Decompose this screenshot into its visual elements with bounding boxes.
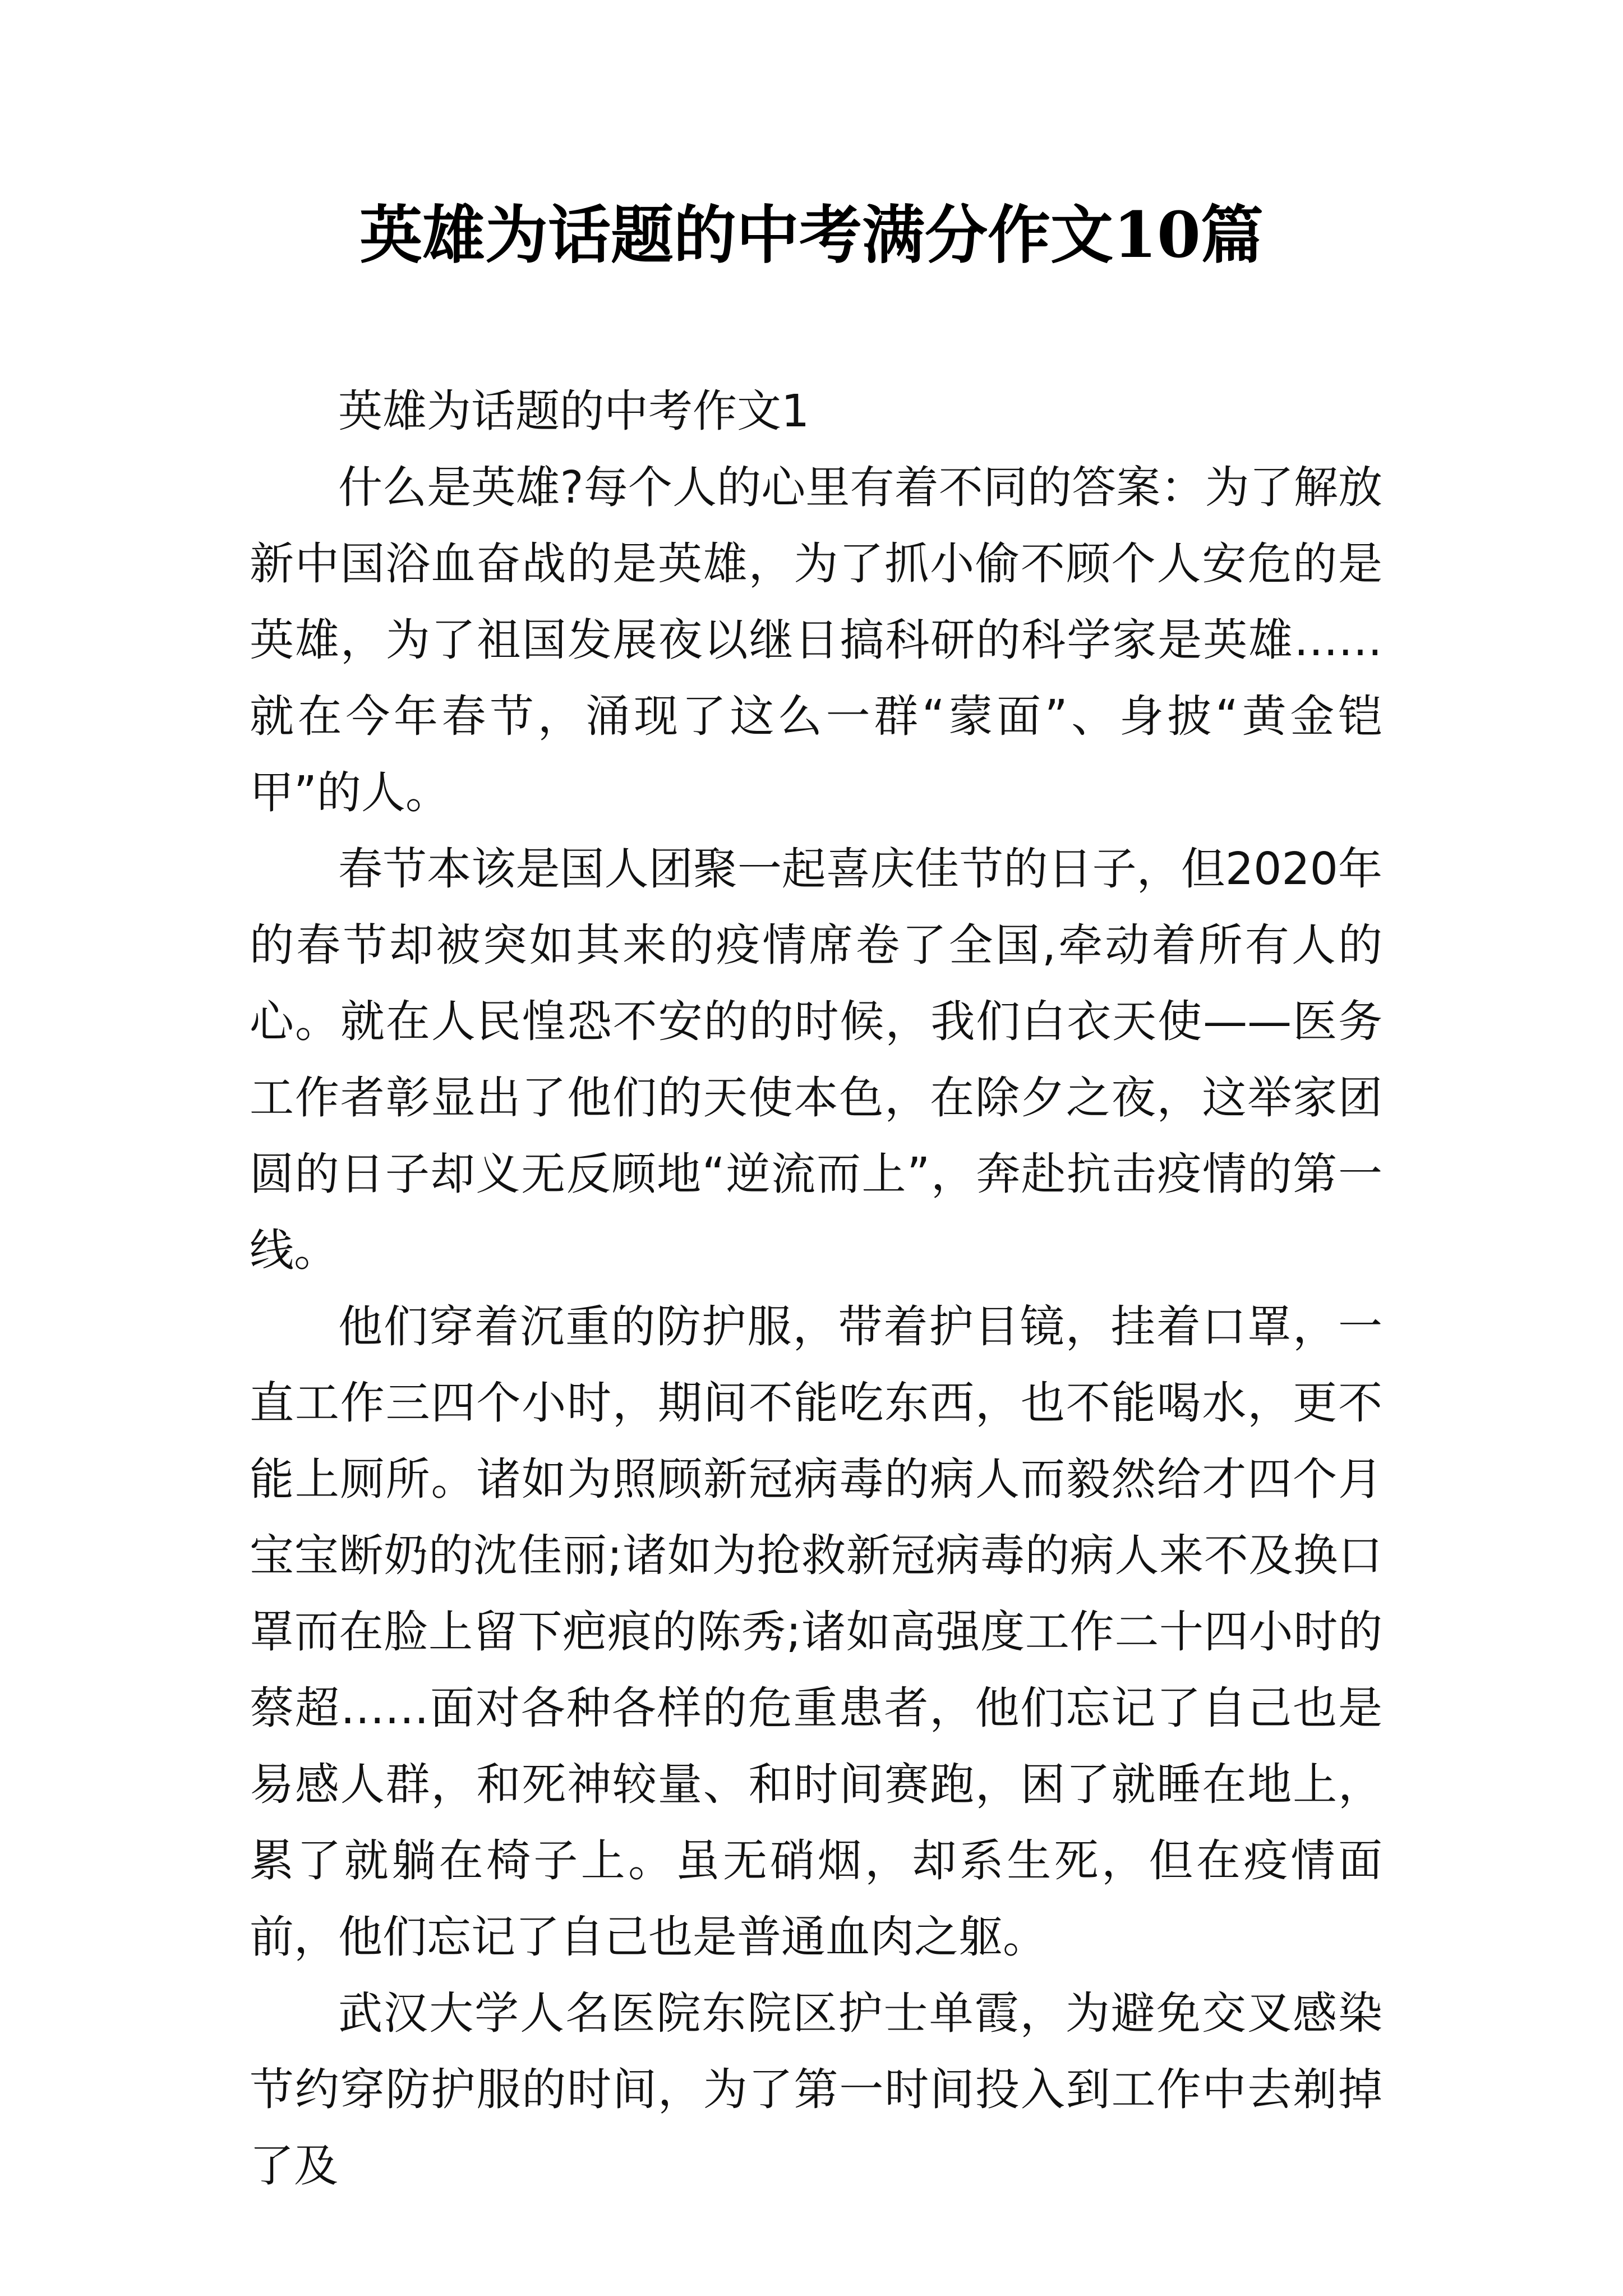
document-body <box>250 373 1382 2204</box>
document-title: 英雄为话题的中考满分作文10篇 <box>359 199 1264 272</box>
paragraph: 什么是英雄?每个人的心里有着不同的答案：为了解放新中国浴血奋战的是英雄，为了抓小偷不顾个人安危的是英雄，为了祖国发展夜以继日搞科研的科学家是英雄……就在今年春节，涌现了这么一群“蒙面”、身披“黄金铠甲”的人。 <box>250 462 1382 818</box>
essay-subheading: 英雄为话题的中考作文1 <box>338 385 810 437</box>
paragraph: 他们穿着沉重的防护服，带着护目镜，挂着口罩，一直工作三四个小时，期间不能吃东西，也不能喝水，更不能上厕所。诸如为照顾新冠病毒的病人而毅然给才四个月宝宝断奶的沈佳丽;诸如为抢救新冠病毒的病人来不及换口罩而在脸上留下疤痕的陈秀;诸如高强度工作二十四小时的蔡超……面对各种各样的危重患者，他们忘记了自己也是易感人群，和死神较量、和时间赛跑，困了就睡在地上，累了就躺在椅子上。虽无硝烟，却系生死，但在疫情面前，他们忘记了自己也是普通血肉之躯。 <box>250 1301 1382 1963</box>
paragraph: 武汉大学人名医院东院区护士单霞，为避免交叉感染节约穿防护服的时间，为了第一时间投入到工作中去剃掉了及 <box>250 1987 1382 2192</box>
paragraph: 春节本该是国人团聚一起喜庆佳节的日子，但2020年的春节却被突如其来的疫情席卷了全国,牵动着所有人的心。就在人民惶恐不安的的时候，我们白衣天使——医务工作者彰显出了他们的天使本色，在除夕之夜，这举家团圆的日子却义无反顾地“逆流而上”，奔赴抗击疫情的第一线。 <box>250 843 1382 1276</box>
